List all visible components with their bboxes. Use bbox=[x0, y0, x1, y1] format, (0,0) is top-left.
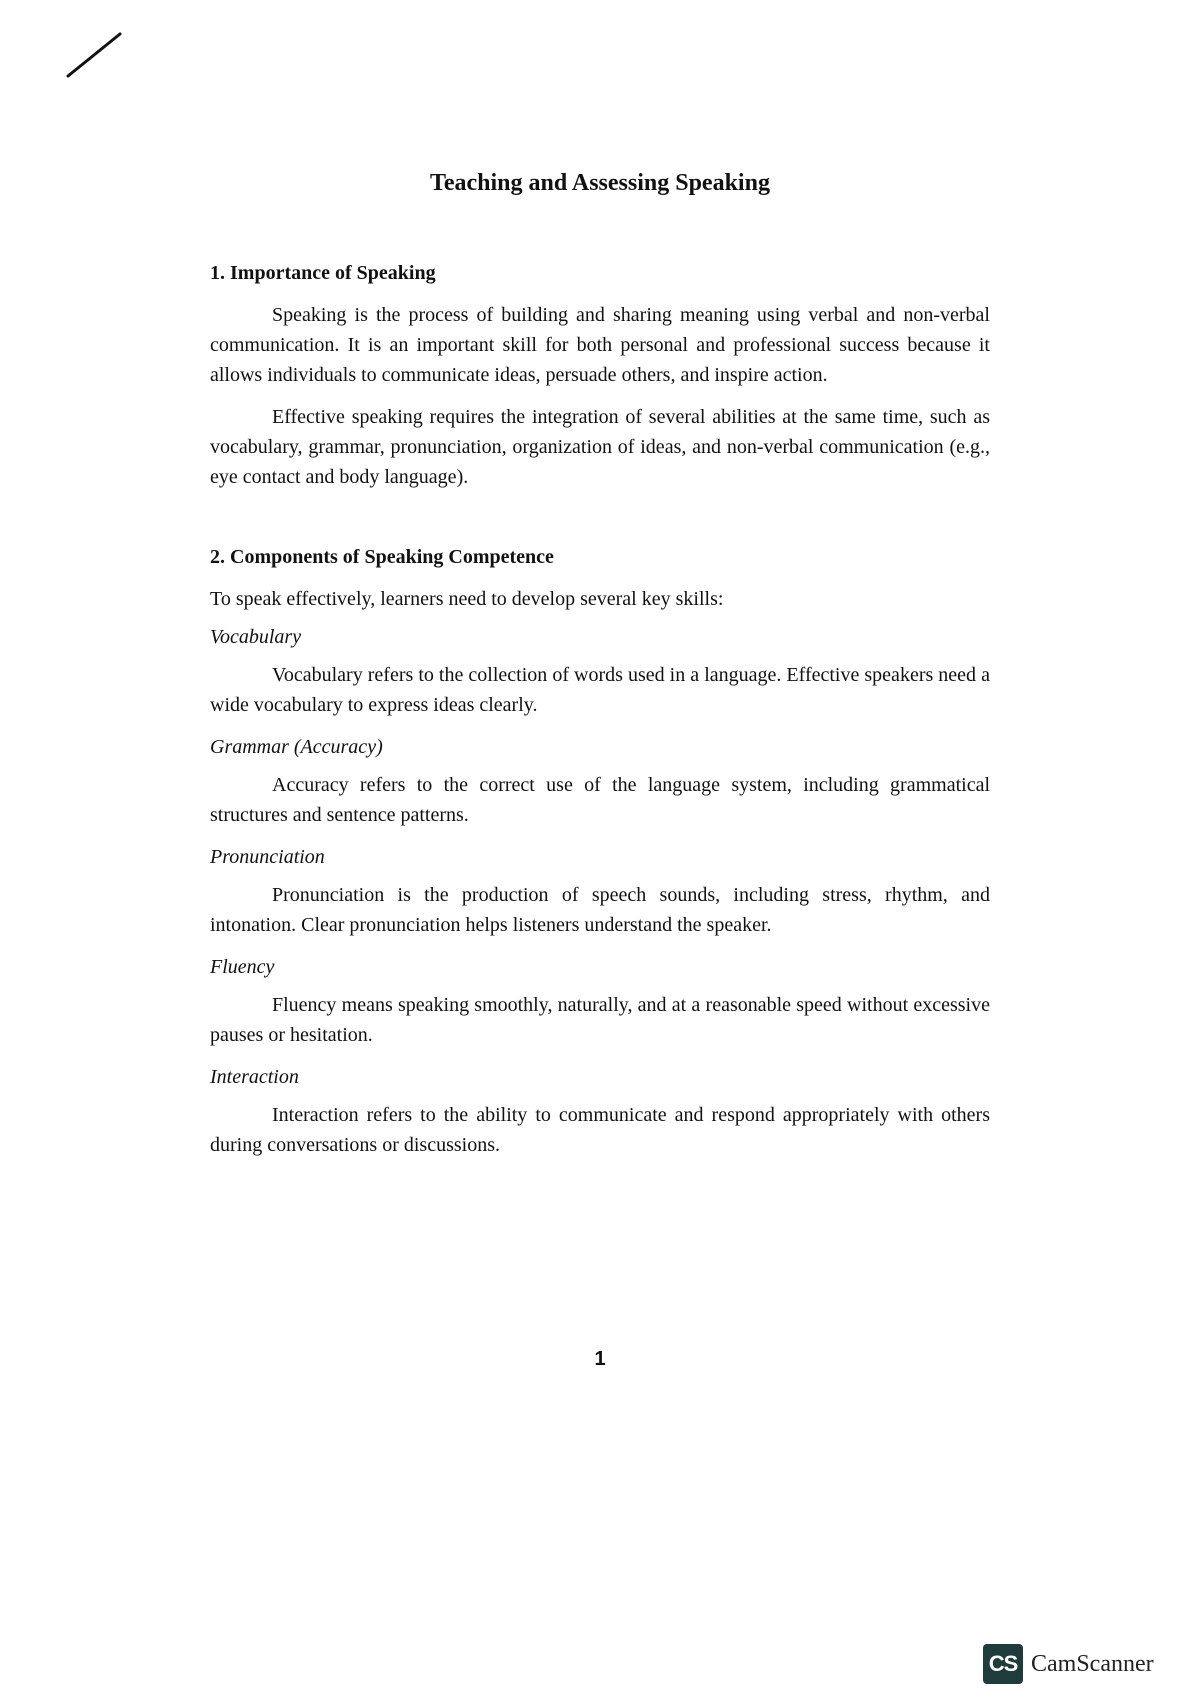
page-number: 1 bbox=[594, 1348, 606, 1370]
subheading-vocabulary: Vocabulary bbox=[210, 626, 302, 648]
paragraph: Interaction refers to the ability to communicate and respond appropriately with others during conversations or discussions. bbox=[210, 1104, 990, 1156]
paragraph: Accuracy refers to the correct use of the language system, including grammatical structures and sentence patterns. bbox=[210, 774, 990, 826]
camscanner-name: CamScanner bbox=[1031, 1650, 1154, 1677]
document-title: Teaching and Assessing Speaking bbox=[430, 170, 770, 196]
section-heading: 2. Components of Speaking Competence bbox=[210, 546, 554, 568]
paragraph: Vocabulary refers to the collection of words used in a language. Effective speakers need a wide vocabulary to express ideas clearly. bbox=[210, 664, 990, 716]
section-heading: 1. Importance of Speaking bbox=[210, 262, 436, 284]
pen-stroke-mark bbox=[64, 30, 124, 80]
camscanner-logo-icon: CS bbox=[983, 1644, 1023, 1684]
paragraph: Effective speaking requires the integration of several abilities at the same time, such as vocabulary, grammar, pronunciation, organization of ideas, and non-verbal communication (e.g., eye contact and body language). bbox=[210, 406, 990, 488]
subheading-pronunciation: Pronunciation bbox=[210, 846, 325, 868]
subheading-fluency: Fluency bbox=[210, 956, 275, 978]
section-intro: To speak effectively, learners need to develop several key skills: bbox=[210, 588, 724, 610]
subheading-grammar: Grammar (Accuracy) bbox=[210, 736, 383, 758]
subheading-interaction: Interaction bbox=[210, 1066, 299, 1088]
camscanner-watermark bbox=[983, 1644, 1154, 1684]
paragraph: Speaking is the process of building and sharing meaning using verbal and non-verbal communication. It is an important skill for both personal and professional success because it allows individuals to communicate ideas, persuade others, and inspire action. bbox=[210, 304, 990, 386]
document-body bbox=[210, 258, 990, 1172]
paragraph: Fluency means speaking smoothly, naturally, and at a reasonable speed without excessive pauses or hesitation. bbox=[210, 994, 990, 1046]
paragraph: Pronunciation is the production of speech sounds, including stress, rhythm, and intonation. Clear pronunciation helps listeners understand the speaker. bbox=[210, 884, 990, 936]
